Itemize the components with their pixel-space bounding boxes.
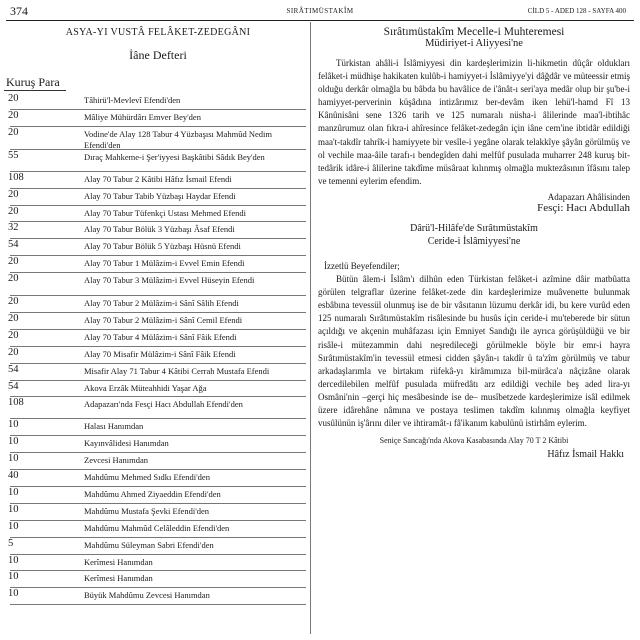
register-title: ASYA-YI VUSTÂ FELÂKET-ZEDEGÂNI [65,27,251,38]
donation-row [10,189,306,206]
donor-name: Mahdûmu Mahmûd Celâleddin Efendi'den [84,522,230,533]
donation-row [10,256,306,273]
donation-row [10,571,306,588]
register-subtitle: İâne Defteri [129,48,187,62]
donation-amount: 54 [8,380,19,392]
donor-name: Alay 70 Tabur 4 Mülâzim-i Sânî Fâik Efendi [84,331,237,342]
donor-name: Halası Hanımdan [84,421,144,432]
donation-amount: 10 [8,503,19,515]
donor-name: Kerîmesi Hanımdan [84,573,153,584]
donation-row [10,538,306,555]
letter1-body: Türkistan ahâli-i İslâmiyyesi din kardeşlerimizin li-hikmetin dûçâr oldukları felâket-i müdhişe hakikaten kulûb-i hamiyyet-i İslâmiyye'yi dâğdâr ve müteessir etmiş olduğu derkâr olmağla bu bâbda bu havâlice de i'ânât-ı seri'aya medâr olup bir şu'be-i hamiyyet-perverinin küşâdına intizârımız ber-devâm iken lehü'l-hamd Fî 13 Kânûnisâni sene 1326 tarih ve 125 numaralı nüsha-i âlilerinde maa'l-ibtihâc manzûrumuz olan fıkra-i ahîresince felâket-zedegân için iâne cem'ine ibtidâr edildiği maa't-takdîr tahrîk-i hamiyyete bir vesîle-i yegâne olarak telakkîye şâyân görülmüş ve ol vechile maa-âile tarafı-ı bendegîden dahi melfûf pusulada muharrer 248 kuruş bit-tedârik idâre-i âlilerine takdîme müsâraat kılınmış olmağla muktezâsının îfâsını talep ve temenni eylerim efendim. [318,58,630,186]
donor-name: Büyük Mahdûmu Zevcesi Hanımdan [84,590,210,601]
donation-row [10,313,306,330]
donor-name: Kerîmesi Hanımdan [84,556,153,567]
donor-name: Kayınvâlidesi Hanımdan [84,438,169,449]
donor-name: Alay 70 Misafir Mülâzim-i Sânî Fâik Efendi [84,348,236,359]
donation-row [10,504,306,521]
donation-row [10,381,306,398]
donation-amount: 20 [8,93,19,104]
donation-row [10,172,306,189]
donation-row [10,364,306,381]
letter2-body: Bütün âlem-i İslâm'ı dilhûn eden Türkistan felâket-i azîmine dâir matbûatta görülen telgraflar üzerine felâket-zede din kardeşlerimize muâvenette bulunmak esbâbına tevessül olunmuş ise de bir vâsıtanın lüzumu derkâr idi, bu kere vurûd eden 125 numaralı Sırâtımüstakîm risâlesinde bu husûs için ceride-i mu'teberede bir sütun açıldığı ve akçenin muhâfazası için Emniyet Sandığı ile ayrıca görüşüldüğü ve bir risâle-i mütezammin dahi neşredileceği görülmekle böyle bir emr-i hayra Sırâtımüstakîm'in tevessül etmesi cidden şâyân-ı takdîr ü ta'zîm görülmüş ve tabur arkadaşlarımla ve birtakım rüfekâ-yı kirâmımıza bil-mürâca'a nâçizâne olarak dercedilebilen melfûf pusulada müfredâtı arz edildiği vechile beş aded lira-yı Osmâni'nin –gerçi hiç mesâbesinde ise de– musîbetzede kardeşlerimize isâl edilmek üzere idârehâne nâmına ve postaya teslimen takdîm kılınmış olmağla keyfiyet vusûlünün iş'ârını diler ve ihtiramât-ı fâ'ikanım kabulünü istirhâm eylerim. [318,274,630,429]
donor-name: Mahdûmu Mustafa Şevki Efendi'den [84,505,209,516]
donation-row [10,127,306,150]
donation-row [10,347,306,364]
journal-name: SIRÂTIMÜSTAKÎM [286,7,354,15]
donation-amount: 5 [8,537,14,549]
donation-row [10,588,306,605]
donation-amount: 20 [8,296,19,308]
donation-amount: 10 [8,588,19,600]
letter2-greeting: İzzetlü Beyefendiler; [324,260,400,271]
donation-amount: 108 [8,397,24,409]
donation-row [10,296,306,313]
donation-row [10,273,306,296]
donation-row [10,330,306,347]
donation-amount: 10 [8,419,19,431]
column-divider [310,22,311,634]
donation-amount: 20 [8,329,19,341]
donation-row [10,436,306,453]
donation-amount: 20 [8,109,19,121]
donation-row [10,521,306,538]
column-header-rule [4,90,66,91]
donation-amount: 54 [8,363,19,375]
donation-amount: 32 [8,222,19,234]
donation-amount: 10 [8,571,19,583]
page-number: 374 [10,4,28,18]
donor-name: Alay 70 Tabur 1 Mülâzim-i Evvel Emin Efendi [84,258,245,269]
donor-name: Alay 70 Tabur Tüfenkçi Ustası Mehmed Efendi [84,207,246,218]
donor-name: Mahdûmu Ahmed Ziyaeddin Efendi'den [84,489,221,500]
donor-name: Tâhirü'l-Mevlevî Efendi'den [84,95,181,105]
donor-name: Alay 70 Tabur 3 Mülâzim-i Evvel Hüseyin Efendi [84,275,255,286]
donation-amount: 20 [8,313,19,325]
donor-name: Alay 70 Tabur Bölük 3 Yüzbaşı Âsaf Efendi [84,224,235,235]
letters-column [318,22,630,460]
donor-name: Alay 70 Tabur Tabib Yüzbaşı Haydar Efendi [84,190,236,201]
donor-name: Zevcesi Hanımdan [84,455,148,466]
donation-amount: 20 [8,188,19,200]
donation-amount: 54 [8,239,19,251]
donation-row [10,397,306,419]
amount-column-header: Kuruş Para [6,75,60,89]
donor-name: Misafir Alay 71 Tabur 4 Kâtibi Cerrah Mustafa Efendi [84,365,270,376]
donation-row [10,150,306,172]
letter2-addressee: Dârü'l-Hilâfe'de Sırâtımüstakîm [410,222,538,234]
donation-amount: 20 [8,273,19,285]
donor-name: Dıraç Mahkeme-i Şer'iyyesi Başkâtibi Sâdık Bey'den [84,151,265,162]
donation-row [10,555,306,572]
donation-row [10,110,306,127]
donation-row [10,206,306,223]
donor-name: Vodine'de Alay 128 Tabur 4 Yüzbaşısı Mahmûd Nedim Efendi'den [84,128,272,150]
letter1-place: Adapazarı Ahâlisinden [547,191,630,202]
donation-list [10,93,306,605]
letter2-addressee-sub: Ceride-i İslâmiyyesi'ne [427,235,521,247]
donation-row [10,239,306,256]
donor-name: Alay 70 Tabur 2 Kâtibi Hâfız İsmail Efendi [84,173,232,184]
donation-amount: 10 [8,453,19,465]
donor-name: Mâliye Mühürdârı Emver Bey'den [84,111,201,122]
donation-amount: 20 [8,256,19,268]
running-header [6,4,634,21]
donation-amount: 20 [8,205,19,217]
donation-amount: 10 [8,520,19,532]
donation-row [10,470,306,487]
donation-amount: 10 [8,487,19,499]
donation-row [10,487,306,504]
letter2-place: Seniçe Sancağı'nda Akova Kasabasında Alay 70 T 2 Kâtibi [379,436,569,446]
donation-amount: 10 [8,436,19,448]
donation-amount: 55 [8,149,19,161]
donation-row [10,419,306,436]
donation-row [10,453,306,470]
donation-amount: 20 [8,346,19,358]
donation-register-column [6,22,306,605]
letter1-addressee: Sırâtımüstakîm Mecelle-i Muhteremesi [383,26,565,38]
donation-amount: 10 [8,554,19,566]
donor-name: Akova Erzâk Müteahhidi Yaşar Ağa [84,382,207,393]
letter1-addressee-sub: Müdiriyet-i Aliyyesi'ne [425,38,523,49]
donation-amount: 40 [8,470,19,482]
volume-issue: CİLD 5 - ADED 128 - SAYFA 400 [527,7,626,15]
donation-amount: 20 [8,126,19,138]
donation-amount: 108 [8,171,24,183]
donation-row [10,93,306,110]
donor-name: Alay 70 Tabur Bölük 5 Yüzbaşı Hüsnü Efendi [84,241,241,252]
donor-name: Mahdûmu Süleyman Sabri Efendi'den [84,539,214,550]
donor-name: Adapazarı'nda Fesçi Hacı Abdullah Efendi'den [84,399,243,410]
donor-name: Alay 70 Tabur 2 Mülâzim-i Sânî Cemil Efendi [84,315,243,326]
donor-name: Alay 70 Tabur 2 Mülâzim-i Sânî Sâlih Efendi [84,298,239,309]
letter1-signature: Fesçi: Hacı Abdullah [537,201,630,214]
donor-name: Mahdûmu Mehmed Sıdkı Efendi'den [84,472,210,483]
donation-row [10,222,306,239]
letter2-signature: Hâfız İsmail Hakkı [547,449,624,461]
